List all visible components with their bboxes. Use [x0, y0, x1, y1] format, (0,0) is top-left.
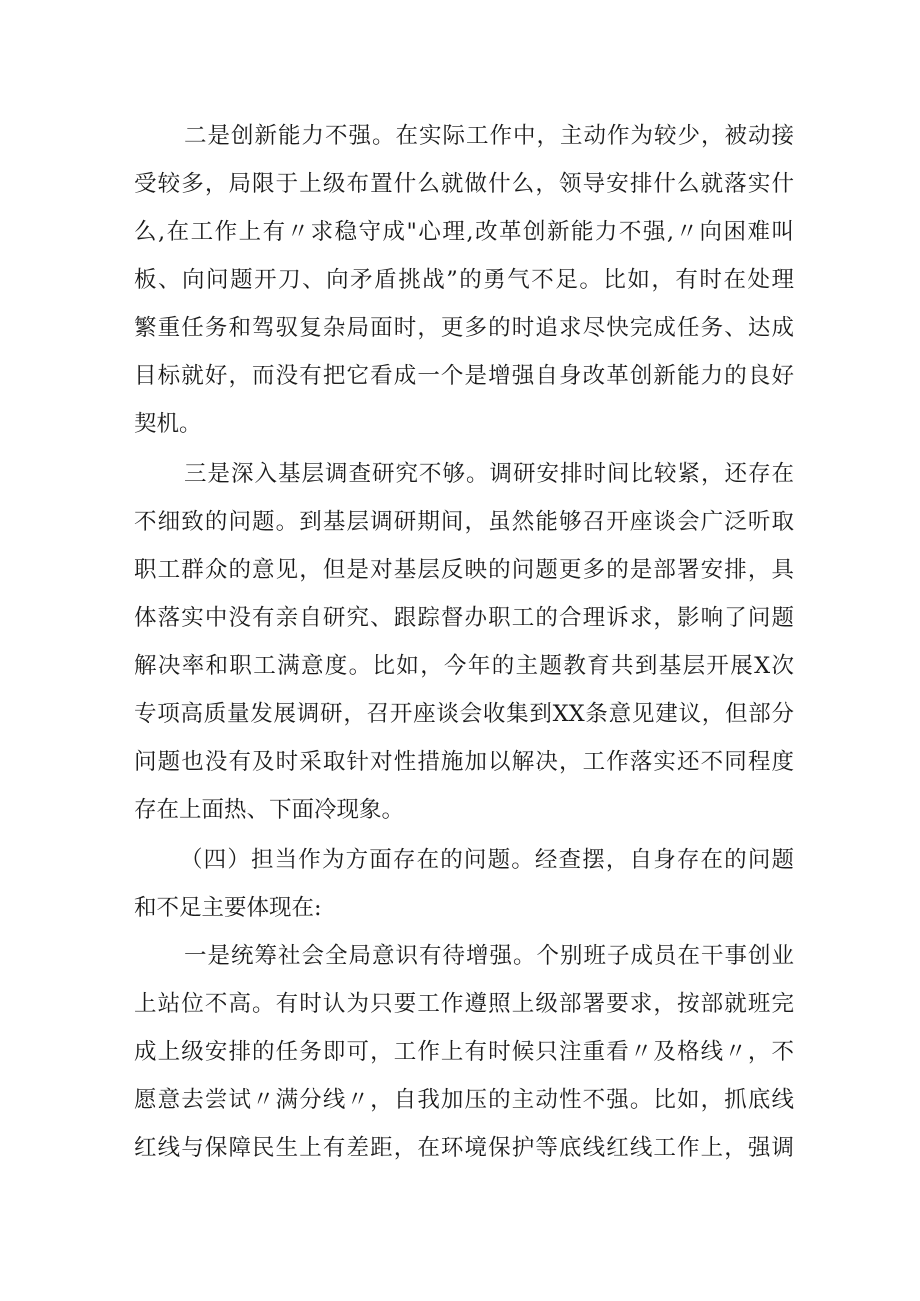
paragraph-line: 受较多，局限于上级布置什么就做什么，领导安排什么就落实什: [134, 171, 794, 197]
paragraph-line: 一是统筹社会全局意识有待增强。个别班子成员在干事创业: [184, 943, 794, 969]
paragraph-line: 繁重任务和驾驭复杂局面时，更多的时追求尽快完成任务、达成: [134, 315, 794, 341]
paragraph-line: 红线与保障民生上有差距，在环境保护等底线红线工作上，强调: [134, 1135, 794, 1161]
paragraph-line: 存在上面热、下面冷现象。: [134, 797, 405, 823]
paragraph-line: 二是创新能力不强。在实际工作中，主动作为较少，被动接: [184, 123, 794, 149]
paragraph-line: 目标就好，而没有把它看成一个是增强自身改革创新能力的良好: [134, 363, 794, 389]
section-heading-line: （四）担当作为方面存在的问题。经查摆，自身存在的问题: [180, 847, 794, 873]
paragraph-line: 么,在工作上有〃求稳守成"心理,改革创新能力不强,〃向困难叫: [134, 219, 794, 245]
paragraph-line: 不细致的问题。到基层调研期间，虽然能够召开座谈会广泛听取: [134, 509, 794, 535]
paragraph-line: 契机。: [134, 411, 202, 437]
paragraph-line: 三是深入基层调查研究不够。调研安排时间比较紧，还存在: [184, 461, 794, 487]
paragraph-line: 愿意去尝试〃满分线〃，自我加压的主动性不强。比如，抓底线: [134, 1087, 794, 1113]
paragraph-line: 解决率和职工满意度。比如，今年的主题教育共到基层开展X次: [134, 653, 794, 679]
paragraph-line: 和不足主要体现在:: [134, 895, 322, 921]
paragraph-line: 成上级安排的任务即可，工作上有时候只注重看〃及格线〃，不: [134, 1039, 794, 1065]
paragraph-line: 上站位不高。有时认为只要工作遵照上级部署要求，按部就班完: [134, 991, 794, 1017]
paragraph-line: 职工群众的意见，但是对基层反映的问题更多的是部署安排，具: [134, 557, 794, 583]
paragraph-line: 体落实中没有亲自研究、跟踪督办职工的合理诉求，影响了问题: [134, 605, 794, 631]
paragraph-line: 专项高质量发展调研，召开座谈会收集到XX条意见建议，但部分: [134, 701, 794, 727]
paragraph-line: 问题也没有及时采取针对性措施加以解决，工作落实还不同程度: [134, 749, 794, 775]
paragraph-line: 板、向问题开刀、向矛盾挑战”的勇气不足。比如，有时在处理: [134, 267, 794, 293]
